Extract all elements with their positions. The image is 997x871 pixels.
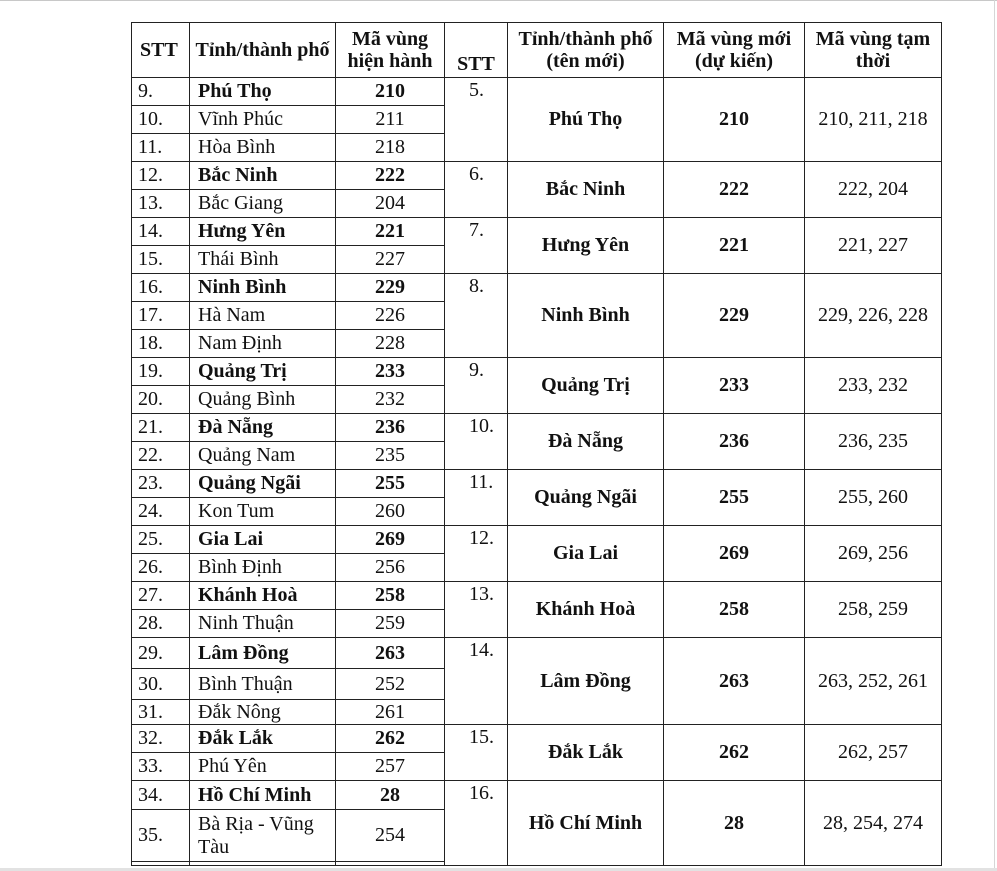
temporary-area-codes: 229, 226, 228 — [805, 274, 942, 358]
temporary-area-codes: 233, 232 — [805, 358, 942, 414]
temporary-area-codes: 210, 211, 218 — [805, 78, 942, 162]
province-name: Đắk Lắk — [190, 725, 336, 753]
row-stt: 17. — [132, 302, 190, 330]
current-area-code: 222 — [336, 162, 445, 190]
new-province-name: Hồ Chí Minh — [508, 781, 664, 866]
header-new-province: Tỉnh/thành phố (tên mới) — [508, 23, 664, 78]
row-stt: 10. — [132, 106, 190, 134]
current-area-code: 235 — [336, 442, 445, 470]
temporary-area-codes: 258, 259 — [805, 582, 942, 638]
current-area-code: 263 — [336, 638, 445, 669]
table-row — [132, 781, 942, 810]
province-name: Quảng Nam — [190, 442, 336, 470]
row-stt: 23. — [132, 470, 190, 498]
province-name: Bắc Ninh — [190, 162, 336, 190]
temporary-area-codes: 255, 260 — [805, 470, 942, 526]
new-area-code: 236 — [664, 414, 805, 470]
current-area-code: 28 — [336, 781, 445, 810]
new-province-name: Quảng Trị — [508, 358, 664, 414]
row-stt: 19. — [132, 358, 190, 386]
province-name: Hà Nam — [190, 302, 336, 330]
table-row — [132, 218, 942, 246]
row-stt: 15. — [132, 246, 190, 274]
current-area-code: 269 — [336, 526, 445, 554]
temporary-area-codes: 236, 235 — [805, 414, 942, 470]
table-row — [132, 358, 942, 386]
new-area-code: 269 — [664, 526, 805, 582]
row-stt: 29. — [132, 638, 190, 669]
province-name — [190, 862, 336, 866]
province-name: Hồ Chí Minh — [190, 781, 336, 810]
page-right-border — [994, 0, 995, 871]
new-province-name: Quảng Ngãi — [508, 470, 664, 526]
row-stt: 33. — [132, 753, 190, 781]
province-name: Hòa Bình — [190, 134, 336, 162]
group-stt: 14. — [445, 638, 508, 725]
new-province-name: Đắk Lắk — [508, 725, 664, 781]
current-area-code: 229 — [336, 274, 445, 302]
current-area-code: 255 — [336, 470, 445, 498]
province-name: Ninh Bình — [190, 274, 336, 302]
current-area-code: 254 — [336, 810, 445, 862]
new-province-name: Ninh Bình — [508, 274, 664, 358]
temporary-area-codes: 262, 257 — [805, 725, 942, 781]
current-area-code: 261 — [336, 700, 445, 725]
group-stt: 10. — [445, 414, 508, 470]
row-stt: 13. — [132, 190, 190, 218]
row-stt: 32. — [132, 725, 190, 753]
row-stt: 18. — [132, 330, 190, 358]
current-area-code: 252 — [336, 669, 445, 700]
province-name: Phú Thọ — [190, 78, 336, 106]
province-name: Quảng Trị — [190, 358, 336, 386]
row-stt: 22. — [132, 442, 190, 470]
temporary-area-codes: 222, 204 — [805, 162, 942, 218]
province-name: Bắc Giang — [190, 190, 336, 218]
group-stt: 12. — [445, 526, 508, 582]
header-stt: STT — [132, 23, 190, 78]
new-area-code: 258 — [664, 582, 805, 638]
current-area-code: 211 — [336, 106, 445, 134]
table-body — [132, 78, 942, 866]
group-stt: 6. — [445, 162, 508, 218]
current-area-code: 233 — [336, 358, 445, 386]
group-stt: 13. — [445, 582, 508, 638]
new-area-code: 263 — [664, 638, 805, 725]
province-name: Kon Tum — [190, 498, 336, 526]
temporary-area-codes: 221, 227 — [805, 218, 942, 274]
row-stt: 27. — [132, 582, 190, 610]
row-stt: 16. — [132, 274, 190, 302]
province-name: Gia Lai — [190, 526, 336, 554]
header-new-code: Mã vùng mới (dự kiến) — [664, 23, 805, 78]
group-stt: 15. — [445, 725, 508, 781]
new-area-code: 229 — [664, 274, 805, 358]
current-area-code: 210 — [336, 78, 445, 106]
new-province-name: Đà Nẵng — [508, 414, 664, 470]
temporary-area-codes: 269, 256 — [805, 526, 942, 582]
province-name: Nam Định — [190, 330, 336, 358]
row-stt: 25. — [132, 526, 190, 554]
row-stt: 24. — [132, 498, 190, 526]
province-name: Khánh Hoà — [190, 582, 336, 610]
province-name: Quảng Bình — [190, 386, 336, 414]
new-province-name: Lâm Đồng — [508, 638, 664, 725]
current-area-code: 218 — [336, 134, 445, 162]
province-name: Thái Bình — [190, 246, 336, 274]
province-name: Hưng Yên — [190, 218, 336, 246]
table-row — [132, 526, 942, 554]
province-name: Phú Yên — [190, 753, 336, 781]
current-area-code: 227 — [336, 246, 445, 274]
current-area-code: 260 — [336, 498, 445, 526]
province-name: Bình Định — [190, 554, 336, 582]
row-stt: 26. — [132, 554, 190, 582]
table-row — [132, 78, 942, 106]
current-area-code: 204 — [336, 190, 445, 218]
row-stt: 11. — [132, 134, 190, 162]
province-name: Đà Nẵng — [190, 414, 336, 442]
table-row — [132, 725, 942, 753]
header-temp-code: Mã vùng tạm thời — [805, 23, 942, 78]
current-area-code: 262 — [336, 725, 445, 753]
row-stt: 21. — [132, 414, 190, 442]
table-row — [132, 582, 942, 610]
area-code-table — [131, 22, 942, 866]
group-stt: 11. — [445, 470, 508, 526]
new-province-name: Gia Lai — [508, 526, 664, 582]
table-row — [132, 414, 942, 442]
province-name: Quảng Ngãi — [190, 470, 336, 498]
row-stt: 35. — [132, 810, 190, 862]
row-stt: 20. — [132, 386, 190, 414]
row-stt: 28. — [132, 610, 190, 638]
current-area-code: 232 — [336, 386, 445, 414]
group-stt: 9. — [445, 358, 508, 414]
new-province-name: Hưng Yên — [508, 218, 664, 274]
new-area-code: 222 — [664, 162, 805, 218]
new-area-code: 28 — [664, 781, 805, 866]
current-area-code: 226 — [336, 302, 445, 330]
province-name: Vĩnh Phúc — [190, 106, 336, 134]
current-area-code: 236 — [336, 414, 445, 442]
current-area-code: 259 — [336, 610, 445, 638]
current-area-code: 257 — [336, 753, 445, 781]
row-stt: 34. — [132, 781, 190, 810]
row-stt: 31. — [132, 700, 190, 725]
new-area-code: 210 — [664, 78, 805, 162]
province-name: Bà Rịa - Vũng Tàu — [190, 810, 336, 862]
province-name: Đắk Nông — [190, 700, 336, 725]
new-province-name: Khánh Hoà — [508, 582, 664, 638]
new-province-name: Phú Thọ — [508, 78, 664, 162]
table-row — [132, 162, 942, 190]
group-stt: 5. — [445, 78, 508, 162]
current-area-code: 256 — [336, 554, 445, 582]
group-stt: 16. — [445, 781, 508, 866]
province-name: Bình Thuận — [190, 669, 336, 700]
table-row — [132, 638, 942, 669]
row-stt: 12. — [132, 162, 190, 190]
province-name: Ninh Thuận — [190, 610, 336, 638]
temporary-area-codes: 263, 252, 261 — [805, 638, 942, 725]
current-area-code: 258 — [336, 582, 445, 610]
table-row — [132, 470, 942, 498]
row-stt: 14. — [132, 218, 190, 246]
header-current-code: Mã vùng hiện hành — [336, 23, 445, 78]
current-area-code: 228 — [336, 330, 445, 358]
header-row — [132, 23, 942, 78]
current-area-code — [336, 862, 445, 866]
group-stt: 7. — [445, 218, 508, 274]
new-area-code: 262 — [664, 725, 805, 781]
current-area-code: 221 — [336, 218, 445, 246]
new-province-name: Bắc Ninh — [508, 162, 664, 218]
header-province: Tỉnh/thành phố — [190, 23, 336, 78]
temporary-area-codes: 28, 254, 274 — [805, 781, 942, 866]
table-row — [132, 274, 942, 302]
new-area-code: 221 — [664, 218, 805, 274]
header-stt-new: STT — [445, 23, 508, 78]
group-stt: 8. — [445, 274, 508, 358]
new-area-code: 255 — [664, 470, 805, 526]
province-name: Lâm Đồng — [190, 638, 336, 669]
new-area-code: 233 — [664, 358, 805, 414]
row-stt — [132, 862, 190, 866]
row-stt: 30. — [132, 669, 190, 700]
page-top-border — [0, 0, 997, 1]
row-stt: 9. — [132, 78, 190, 106]
